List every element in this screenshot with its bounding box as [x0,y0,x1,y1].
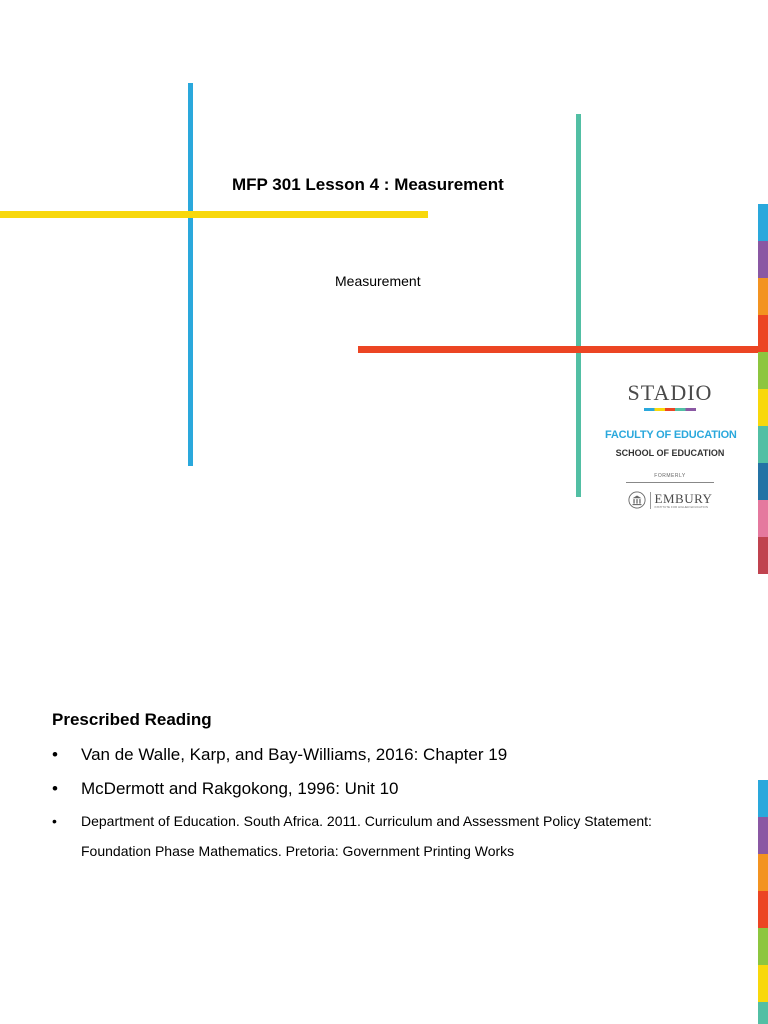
reading-heading: Prescribed Reading [52,710,212,729]
stadio-logo [605,380,735,509]
color-stripe-segment [758,352,768,389]
school-label: SCHOOL OF EDUCATION [615,448,725,458]
color-stripe-segment [758,278,768,315]
formerly-label: FORMERLY [654,473,686,479]
slide-subtitle: Measurement [335,273,421,289]
color-stripe-segment [758,817,768,854]
color-stripe [758,780,768,1024]
color-stripe-segment [758,891,768,928]
color-stripe-segment [758,780,768,817]
list-item: • Van de Walle, Karp, and Bay-Williams, 2016: Chapter 19 [52,744,701,765]
color-stripe-segment [758,500,768,537]
embury-wordmark: EMBURY [654,490,713,506]
list-item: • Department of Education. South Africa. 2011. Curriculum and Assessment Policy Statement: Foundation Phase Mathematics. Pretoria: Government Printing Works [52,806,701,866]
color-stripe-segment [758,965,768,1002]
slide-title: MFP 301 Lesson 4 : Measurement [232,175,504,194]
color-stripe-segment [758,537,768,574]
reading-list [52,744,701,866]
embury-logo [605,491,735,509]
stadio-wordmark: STADIO [627,380,713,405]
list-item: • McDermott and Rakgokong, 1996: Unit 10 [52,778,701,799]
color-stripe-segment [758,1002,768,1024]
logo-divider [626,482,714,483]
color-stripe-segment [758,241,768,278]
embury-tagline: INSTITUTE FOR HIGHER EDUCATION [654,504,708,509]
rainbow-underline [644,408,696,411]
color-stripe-segment [758,204,768,241]
color-stripe-segment [758,854,768,891]
blue-vertical-line [188,83,193,466]
faculty-label: FACULTY OF EDUCATION [605,429,737,441]
teal-vertical-line [576,114,581,497]
reading-slide [0,672,768,1024]
building-icon [628,491,646,509]
color-stripe-segment [758,315,768,352]
color-stripe [758,204,768,574]
color-stripe-segment [758,426,768,463]
yellow-horizontal-line [0,211,428,218]
red-horizontal-line [358,346,768,353]
color-stripe-segment [758,463,768,500]
color-stripe-segment [758,389,768,426]
color-stripe-segment [758,928,768,965]
